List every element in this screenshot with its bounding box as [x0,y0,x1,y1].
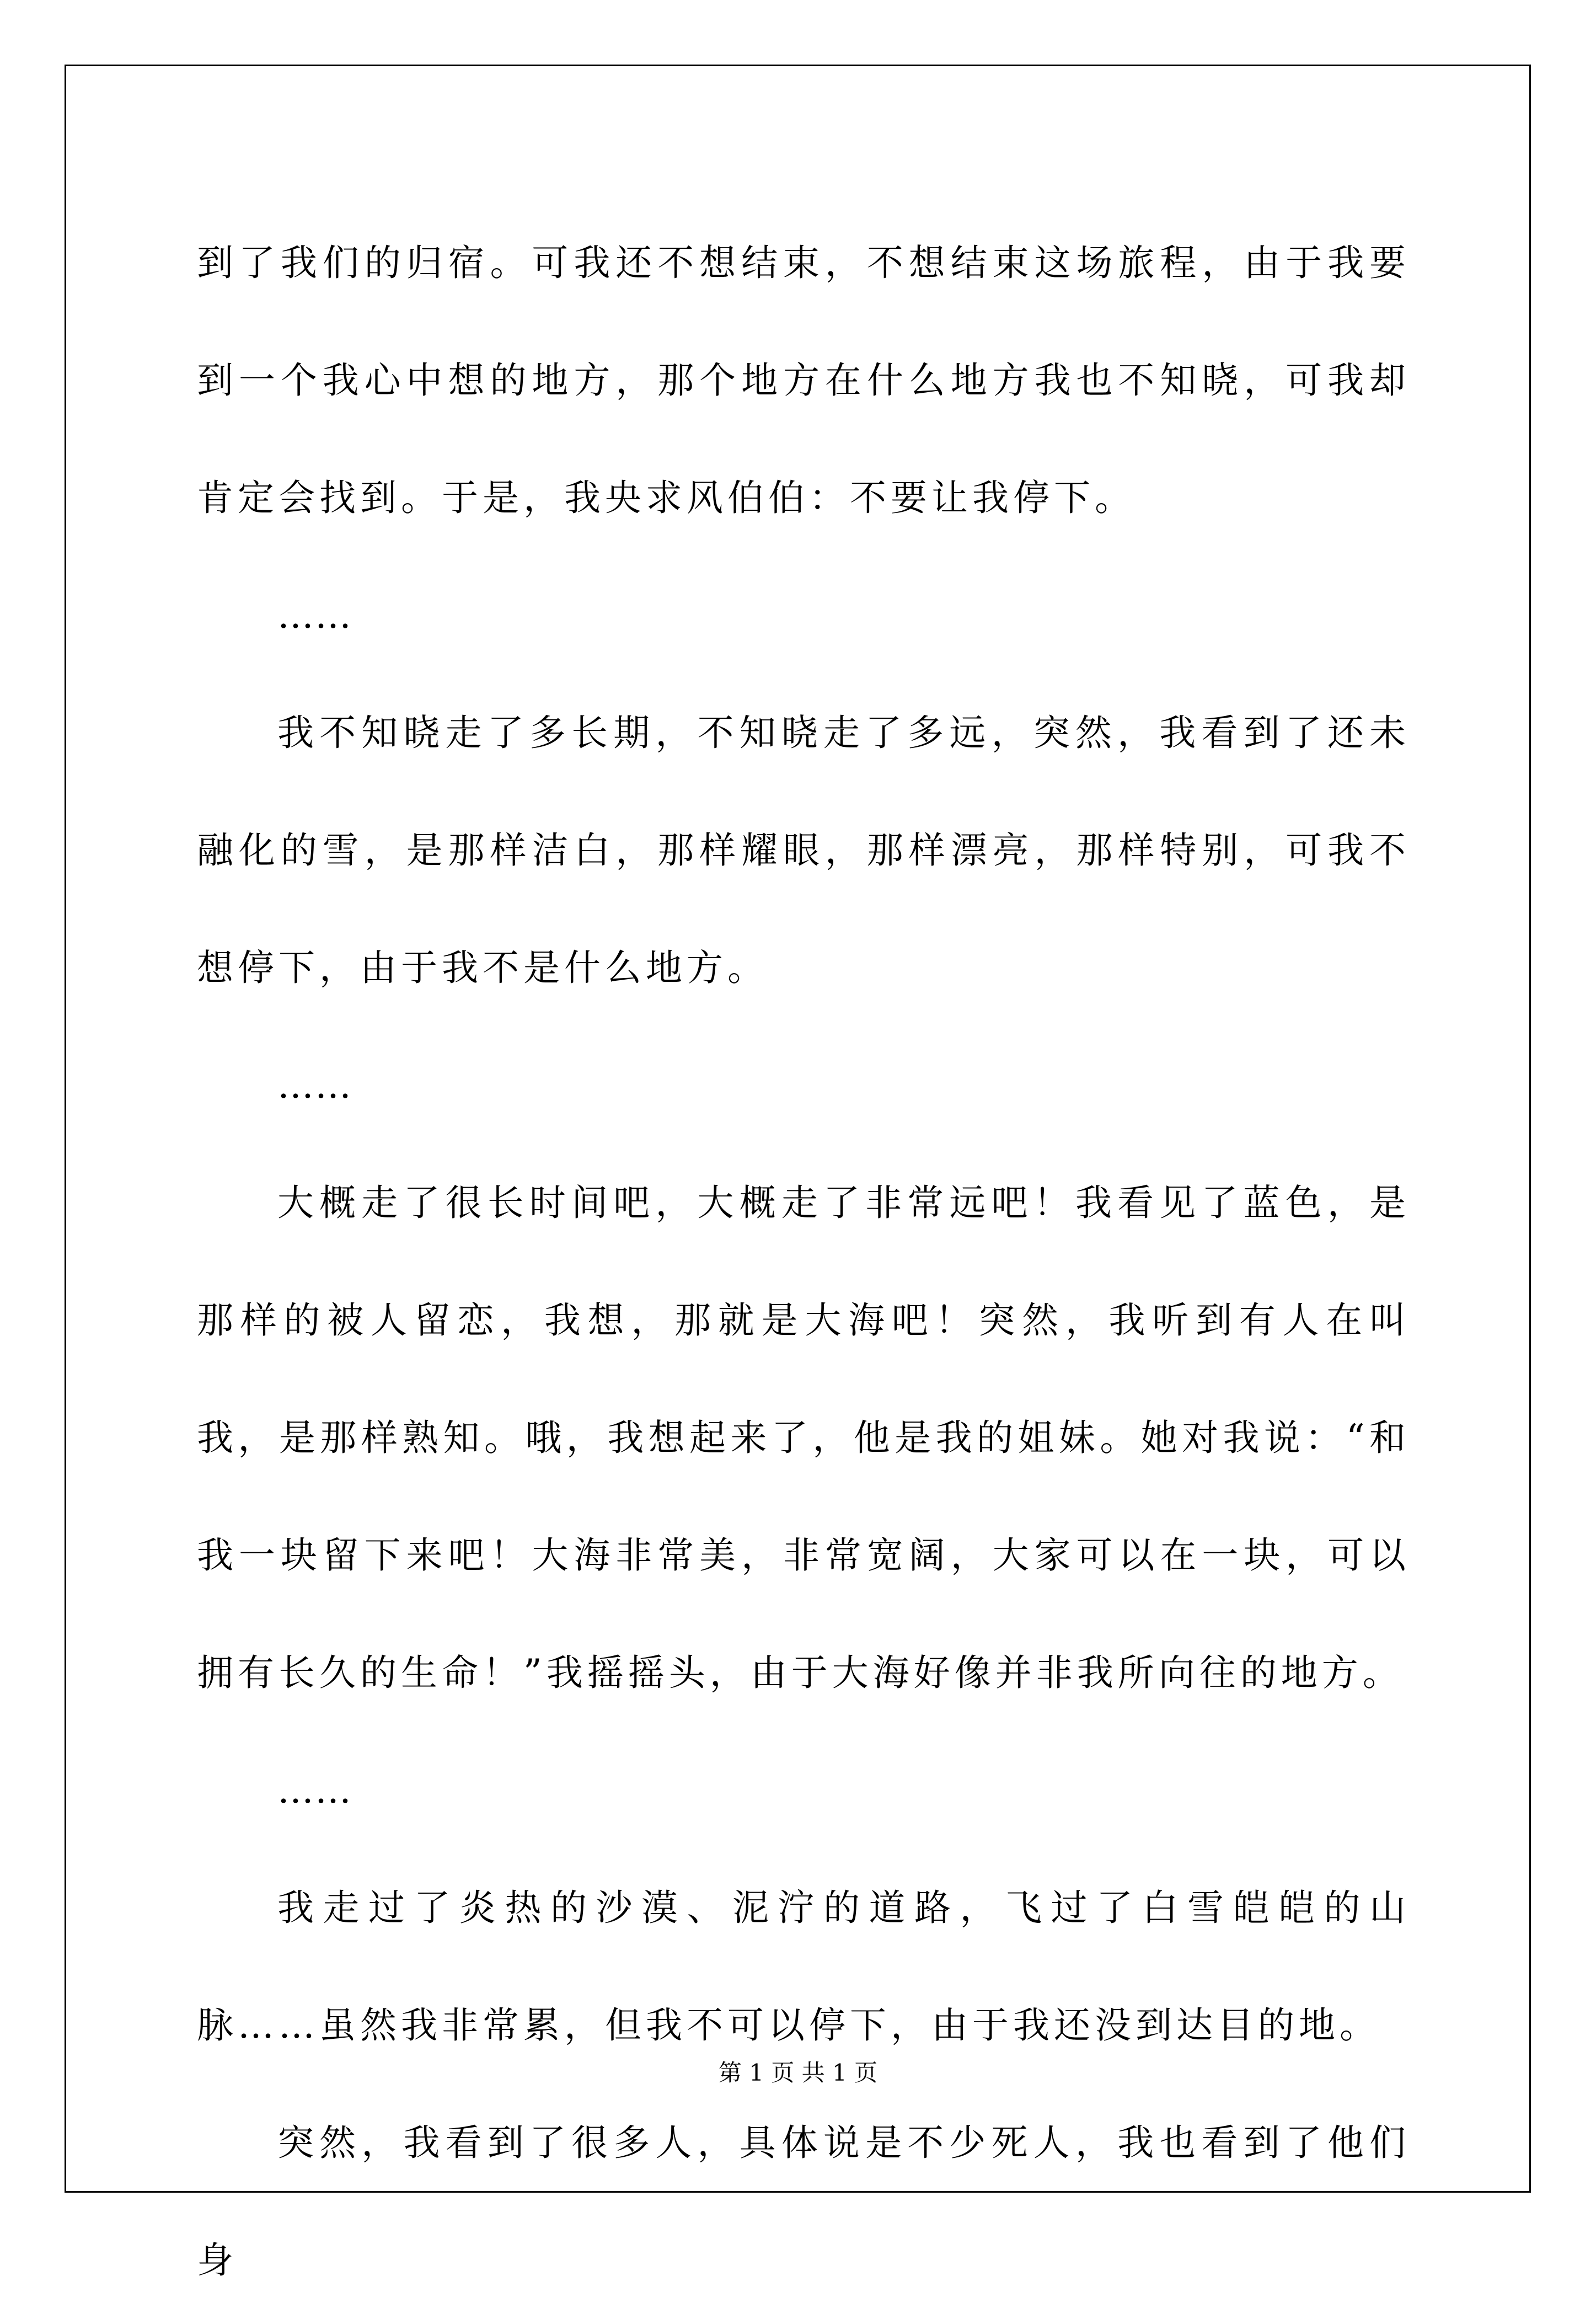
paragraph-4: 我走过了炎热的沙漠、泥泞的道路，飞过了白雪皑皑的山脉……虽然我非常累，但我不可以停下，由于我还没到达目的地。 [197,1887,1410,2047]
paragraph-3: 大概走了很长时间吧，大概走了非常远吧！我看见了蓝色，是那样的被人留恋，我想，那就是大海吧！突然，我听到有人在叫我，是那样熟知。哦，我想起来了，他是我的姐妹。她对我说：“和我一块留下来吧！大海非常美，非常宽阔，大家可以在一块，可以拥有长久的生命！”我摇摇头，由于大海好像并非我所向往的地方。 [197,1182,1410,1694]
paragraph-1: 到了我们的归宿。可我还不想结束，不想结束这场旅程，由于我要到一个我心中想的地方，那个地方在什么地方我也不知晓，可我却肯定会找到。于是，我央求风伯伯：不要让我停下。 [197,242,1410,519]
paragraph-2: 我不知晓走了多长期，不知晓走了多远，突然，我看到了还未融化的雪，是那样洁白，那样耀眼，那样漂亮，那样特别，可我不想停下，由于我不是什么地方。 [197,712,1410,989]
ellipsis-3: …… [277,1769,352,1812]
page-number-footer: 第 1 页 共 1 页 [718,2059,878,2086]
ellipsis-2: …… [277,1064,352,1107]
ellipsis-1: …… [277,594,352,637]
document-body [197,204,1410,2319]
paragraph-5: 突然，我看到了很多人，具体说是不少死人，我也看到了他们身 [197,2122,1410,2281]
